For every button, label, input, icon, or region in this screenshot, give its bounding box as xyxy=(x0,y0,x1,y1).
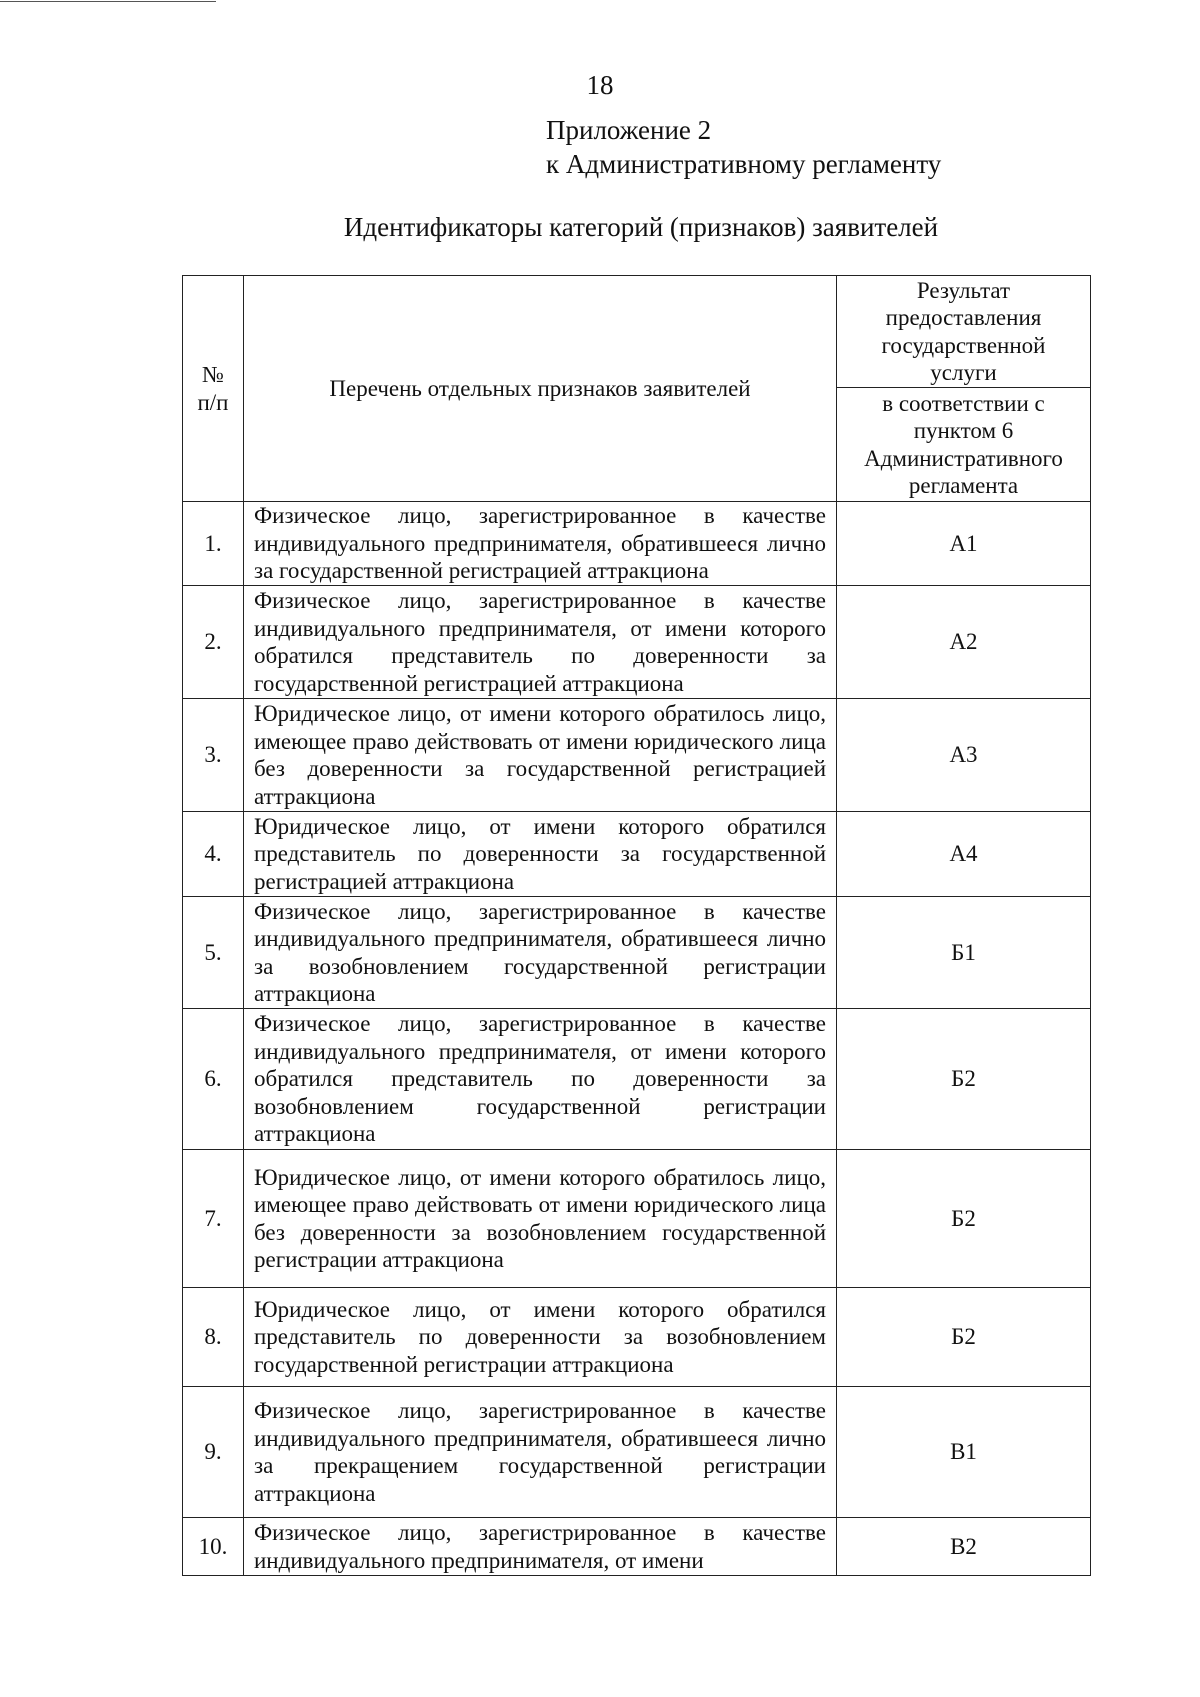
row-code: Б2 xyxy=(837,1288,1091,1387)
row-number: 6. xyxy=(183,1009,244,1150)
document-title: Идентификаторы категорий (признаков) заявителей xyxy=(343,212,939,242)
row-number: 1. xyxy=(183,502,244,586)
table-header-row xyxy=(183,276,1091,388)
page-number: 18 xyxy=(586,70,614,100)
table-row xyxy=(183,812,1091,897)
row-number: 3. xyxy=(183,699,244,812)
row-code: А1 xyxy=(837,502,1091,586)
annex-line-1: Приложение 2 xyxy=(546,115,712,145)
row-number: 7. xyxy=(183,1150,244,1288)
row-code: Б2 xyxy=(837,1009,1091,1150)
annex-line-2: к Административному регламенту xyxy=(546,149,942,179)
table-row xyxy=(183,699,1091,812)
row-description: Юридическое лицо, от имени которого обратилось лицо, имеющее право действовать от имени юридического лица без доверенности за возобновлением государственной регистрации аттракциона xyxy=(244,1150,837,1288)
header-description: Перечень отдельных признаков заявителей xyxy=(244,276,837,502)
row-number: 8. xyxy=(183,1288,244,1387)
row-code: А2 xyxy=(837,586,1091,699)
row-number: 9. xyxy=(183,1387,244,1518)
table-row xyxy=(183,1150,1091,1288)
table-row xyxy=(183,586,1091,699)
applicant-categories-table xyxy=(182,275,1091,1576)
row-number: 5. xyxy=(183,897,244,1009)
table-row xyxy=(183,1288,1091,1387)
table-row xyxy=(183,1518,1091,1576)
row-description: Юридическое лицо, от имени которого обратился представитель по доверенности за государственной регистрацией аттракциона xyxy=(244,812,837,897)
row-number: 4. xyxy=(183,812,244,897)
row-description: Физическое лицо, зарегистрированное в качестве индивидуального предпринимателя, от имени xyxy=(244,1518,837,1576)
row-code: Б1 xyxy=(837,897,1091,1009)
row-description: Физическое лицо, зарегистрированное в качестве индивидуального предпринимателя, от имени которого обратился представитель по доверенности за возобновлением государственной регистрации аттракциона xyxy=(244,1009,837,1150)
table-row xyxy=(183,897,1091,1009)
row-code: А4 xyxy=(837,812,1091,897)
row-code: Б2 xyxy=(837,1150,1091,1288)
row-description: Физическое лицо, зарегистрированное в качестве индивидуального предпринимателя, обратившееся лично за возобновлением государственной регистрации аттракциона xyxy=(244,897,837,1009)
row-code: В2 xyxy=(837,1518,1091,1576)
row-description: Физическое лицо, зарегистрированное в качестве индивидуального предпринимателя, от имени которого обратился представитель по доверенности за государственной регистрацией аттракциона xyxy=(244,586,837,699)
row-description: Юридическое лицо, от имени которого обратилось лицо, имеющее право действовать от имени юридического лица без доверенности за государственной регистрацией аттракциона xyxy=(244,699,837,812)
row-code: В1 xyxy=(837,1387,1091,1518)
header-number: № п/п xyxy=(183,276,244,502)
row-code: А3 xyxy=(837,699,1091,812)
table-row xyxy=(183,1387,1091,1518)
row-number: 10. xyxy=(183,1518,244,1576)
table-row xyxy=(183,1009,1091,1150)
row-description: Физическое лицо, зарегистрированное в качестве индивидуального предпринимателя, обратившееся лично за государственной регистрацией аттракциона xyxy=(244,502,837,586)
scan-edge-line xyxy=(0,1,216,2)
annex-heading xyxy=(546,113,941,181)
header-result-bottom: в соответствии с пунктом 6 Административного регламента xyxy=(837,388,1091,502)
row-description: Физическое лицо, зарегистрированное в качестве индивидуального предпринимателя, обратившееся лично за прекращением государственной регистрации аттракциона xyxy=(244,1387,837,1518)
table-row xyxy=(183,502,1091,586)
row-number: 2. xyxy=(183,586,244,699)
header-result-top: Результат предоставления государственной услуги xyxy=(837,276,1091,388)
row-description: Юридическое лицо, от имени которого обратился представитель по доверенности за возобновлением государственной регистрации аттракциона xyxy=(244,1288,837,1387)
